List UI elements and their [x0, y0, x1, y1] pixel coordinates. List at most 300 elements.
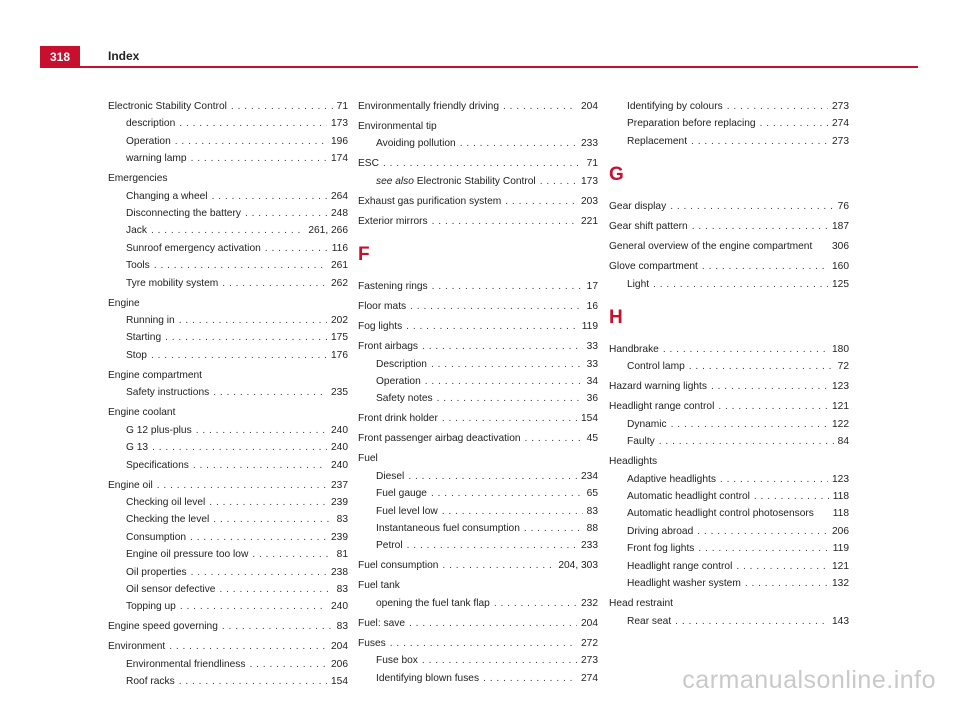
index-entry-term: Fuel consumption — [358, 560, 439, 572]
index-entry[interactable] — [609, 558, 849, 575]
dot-leader — [689, 358, 834, 370]
index-entry[interactable] — [358, 503, 598, 520]
index-entry-page[interactable]: 239 — [331, 496, 348, 508]
index-entry[interactable] — [108, 133, 348, 150]
page-title: Index — [108, 49, 140, 63]
dot-leader — [180, 598, 327, 610]
index-entry[interactable] — [609, 523, 849, 540]
index-entry-term: opening the fuel tank flap — [376, 597, 490, 609]
index-entry-page[interactable]: 34 — [586, 376, 598, 388]
index-entry[interactable] — [108, 656, 348, 673]
index-entry-term: Petrol — [376, 540, 403, 552]
index-entry[interactable] — [108, 150, 348, 167]
index-entry-page[interactable]: 118 — [832, 491, 849, 503]
index-letter-heading: F — [358, 244, 370, 266]
index-entry-page[interactable]: 121 — [832, 401, 849, 413]
index-entry-page[interactable]: 33 — [586, 341, 598, 353]
index-entry-term: Identifying by colours — [627, 101, 723, 112]
index-entry-term: Glove compartment — [609, 261, 698, 273]
index-entry[interactable] — [609, 133, 849, 150]
index-entry-term: Tools — [126, 260, 150, 272]
index-entry-term: Avoiding pollution — [376, 138, 456, 150]
index-entry-term: Front passenger airbag deactivation — [358, 433, 521, 445]
dot-leader — [151, 222, 304, 234]
dot-leader — [179, 115, 327, 127]
index-entry-page[interactable]: 180 — [832, 344, 849, 356]
watermark: carmanualsonline.info — [682, 666, 936, 694]
index-entry-term: Engine — [108, 297, 140, 309]
index-entry-page[interactable]: 240 — [331, 442, 348, 454]
index-entry-term: Tyre mobility system — [126, 277, 219, 289]
index-entry[interactable] — [358, 537, 598, 554]
index-entry-term: Automatic headlight control — [627, 491, 750, 503]
index-entry-page[interactable]: 204 — [581, 617, 598, 629]
index-entry-term: Front fog lights — [627, 543, 695, 555]
dot-leader — [659, 433, 834, 445]
index-entry[interactable] — [609, 416, 849, 433]
index-entry[interactable] — [358, 213, 598, 230]
index-entry-term-text: Electronic Stability Control — [416, 175, 536, 187]
index-entry-term: Headlights — [609, 456, 658, 468]
index-entry-page[interactable]: 273 — [832, 135, 849, 147]
index-entry-term: Preparation before replacing — [627, 118, 756, 130]
index-entry[interactable] — [358, 98, 598, 115]
index-entry-term: Specifications — [126, 459, 189, 471]
index-entry-page[interactable]: 154 — [331, 676, 348, 688]
index-entry-term: Checking oil level — [126, 496, 206, 508]
index-entry[interactable] — [358, 278, 598, 295]
index-entry-page[interactable]: 234 — [581, 470, 598, 482]
index-entry-page[interactable]: 121 — [832, 560, 849, 572]
index-entry[interactable] — [108, 170, 348, 187]
index-entry-term: Engine oil pressure too low — [126, 549, 249, 561]
index-entry[interactable] — [609, 378, 849, 395]
index-entry[interactable] — [609, 575, 849, 592]
index-entry-term: Dynamic — [627, 418, 667, 430]
index-entry-term: G 12 plus-plus — [126, 424, 192, 436]
index-entry-page[interactable]: 232 — [581, 597, 598, 609]
index-entry[interactable] — [108, 404, 348, 421]
index-entry[interactable] — [108, 275, 348, 292]
dot-leader — [653, 276, 828, 288]
index-entry-page[interactable]: 204 — [331, 641, 348, 653]
index-entry-page[interactable]: 176 — [331, 349, 348, 361]
index-entry[interactable] — [609, 258, 849, 275]
index-entry-term: Roof racks — [126, 676, 175, 688]
index-entry[interactable] — [609, 453, 849, 470]
index-entry[interactable] — [358, 615, 598, 632]
index-entry[interactable] — [108, 638, 348, 655]
index-entry-page[interactable]: 273 — [832, 101, 849, 112]
dot-leader — [702, 258, 828, 270]
index-column-3 — [609, 98, 849, 630]
index-entry-term: Fastening rings — [358, 281, 428, 293]
index-entry[interactable] — [108, 564, 348, 581]
index-entry-page[interactable]: 154 — [581, 413, 598, 425]
dot-leader — [442, 410, 577, 422]
index-entry[interactable] — [108, 329, 348, 346]
index-entry-page[interactable]: 83 — [336, 514, 348, 526]
index-entry-term: Fuel tank — [358, 580, 400, 592]
dot-leader — [760, 115, 828, 127]
index-entry-page[interactable]: 272 — [581, 637, 598, 649]
index-column-1 — [108, 98, 348, 691]
index-entry-term: Control lamp — [627, 361, 685, 373]
index-entry-page[interactable]: 238 — [331, 566, 348, 578]
dot-leader — [503, 98, 577, 110]
index-entry[interactable] — [108, 312, 348, 329]
index-entry[interactable] — [609, 341, 849, 358]
index-entry-term: Operation — [126, 135, 171, 147]
index-entry[interactable] — [108, 598, 348, 615]
index-entry[interactable] — [108, 494, 348, 511]
index-entry-term: Running in — [126, 315, 175, 327]
index-entry-term — [376, 173, 536, 190]
index-entry-term: Gear display — [609, 201, 667, 213]
index-entry-page[interactable]: 175 — [331, 332, 348, 344]
index-entry-page[interactable]: 72 — [837, 361, 849, 373]
index-entry-page[interactable]: 261, 266 — [308, 225, 348, 237]
index-entry-term: Fuel: save — [358, 617, 405, 629]
dot-leader — [718, 398, 828, 410]
index-entry-page[interactable]: 119 — [832, 543, 849, 555]
index-entry[interactable] — [609, 198, 849, 215]
index-entry-page[interactable]: 119 — [581, 321, 598, 333]
index-entry[interactable] — [609, 613, 849, 630]
index-entry-page[interactable]: 36 — [586, 393, 598, 405]
index-entry[interactable] — [358, 373, 598, 390]
dot-leader — [383, 155, 583, 167]
index-entry[interactable] — [358, 356, 598, 373]
index-entry-page[interactable]: 262 — [331, 277, 348, 289]
index-entry[interactable] — [108, 188, 348, 205]
dot-leader — [209, 494, 327, 506]
index-entry[interactable] — [358, 298, 598, 315]
dot-leader — [179, 673, 327, 685]
index-entry[interactable] — [609, 115, 849, 132]
index-entry-page[interactable]: 84 — [837, 436, 849, 448]
index-entry-page[interactable]: 17 — [586, 281, 598, 293]
index-entry-page[interactable]: 204, 303 — [558, 560, 598, 572]
index-entry-page[interactable]: 273 — [581, 655, 598, 667]
index-letter-heading: G — [609, 164, 624, 186]
dot-leader — [422, 338, 583, 350]
dot-leader — [231, 98, 333, 110]
index-entry[interactable] — [358, 577, 598, 594]
index-entry[interactable] — [108, 457, 348, 474]
index-entry[interactable] — [358, 652, 598, 669]
see-also-label: see also — [376, 175, 414, 187]
dot-leader — [175, 133, 327, 145]
index-entry[interactable] — [358, 410, 598, 427]
index-entry[interactable] — [609, 218, 849, 235]
index-entry-term: ESC — [358, 158, 379, 170]
index-entry-term: Exterior mirrors — [358, 215, 428, 227]
index-entry[interactable] — [358, 450, 598, 467]
index-entry-page[interactable]: 143 — [832, 615, 849, 627]
dot-leader — [432, 278, 583, 290]
index-entry[interactable] — [609, 276, 849, 293]
dot-leader — [152, 439, 327, 451]
dot-leader — [727, 98, 828, 110]
index-entry-page[interactable]: 123 — [832, 473, 849, 485]
dot-leader — [442, 557, 554, 569]
index-entry-term: Diesel — [376, 470, 405, 482]
index-entry-term: Gear shift pattern — [609, 221, 688, 233]
index-entry[interactable] — [358, 468, 598, 485]
index-entry[interactable] — [108, 295, 348, 312]
index-entry-term: Adaptive headlights — [627, 473, 716, 485]
index-entry-term: Front airbags — [358, 341, 419, 353]
index-entry[interactable] — [108, 367, 348, 384]
dot-leader — [505, 193, 577, 205]
index-entry[interactable] — [358, 390, 598, 407]
index-entry-page[interactable]: 237 — [331, 479, 348, 491]
index-entry[interactable] — [358, 485, 598, 502]
header-divider — [40, 66, 918, 68]
index-entry-page[interactable]: 118 — [832, 508, 849, 520]
index-entry[interactable] — [358, 118, 598, 135]
index-entry-term: G 13 — [126, 442, 149, 454]
index-entry[interactable] — [358, 557, 598, 574]
index-entry-term: Sunroof emergency activation — [126, 242, 261, 254]
index-entry[interactable] — [609, 98, 849, 115]
index-entry-term: Headlight range control — [627, 560, 733, 572]
index-entry[interactable] — [108, 205, 348, 222]
dot-leader — [408, 468, 577, 480]
index-entry-page[interactable]: 206 — [832, 525, 849, 537]
dot-leader — [169, 638, 327, 650]
index-entry-term: Engine speed governing — [108, 621, 218, 633]
index-entry-term: Safety instructions — [126, 387, 210, 399]
index-entry[interactable] — [108, 347, 348, 364]
index-entry-page[interactable]: 235 — [331, 387, 348, 399]
index-entry-term: Engine compartment — [108, 369, 203, 381]
index-entry-page[interactable]: 239 — [331, 531, 348, 543]
index-entry-page[interactable]: 173 — [581, 175, 598, 187]
dot-leader — [494, 595, 577, 607]
index-entry-term: Changing a wheel — [126, 190, 208, 202]
dot-leader — [407, 537, 577, 549]
index-entry[interactable] — [108, 546, 348, 563]
index-entry-term: Environment — [108, 641, 166, 653]
index-entry[interactable] — [358, 135, 598, 152]
index-entry-term: Fuses — [358, 637, 386, 649]
index-entry[interactable] — [609, 595, 849, 612]
dot-leader — [524, 520, 583, 532]
index-entry[interactable] — [108, 511, 348, 528]
dot-leader — [698, 540, 828, 552]
index-entry-term: warning lamp — [126, 153, 187, 165]
index-entry-term: Headlight range control — [609, 401, 715, 413]
index-entry[interactable] — [358, 520, 598, 537]
index-entry-page[interactable]: 203 — [581, 195, 598, 207]
index-letter-heading: H — [609, 307, 623, 329]
dot-leader — [697, 523, 828, 535]
index-entry-page[interactable]: 122 — [832, 418, 849, 430]
dot-leader — [754, 488, 829, 500]
index-entry[interactable] — [609, 471, 849, 488]
index-entry-page[interactable]: 274 — [581, 672, 598, 684]
dot-leader — [190, 529, 327, 541]
index-entry-page[interactable]: 174 — [331, 153, 348, 165]
dot-leader — [193, 457, 327, 469]
index-entry-term: Description — [376, 358, 427, 370]
index-entry-page[interactable]: 132 — [832, 578, 849, 590]
index-entry-term: Checking the level — [126, 514, 210, 526]
dot-leader — [151, 347, 327, 359]
index-entry-page[interactable]: 33 — [586, 358, 598, 370]
index-entry-page[interactable]: 274 — [832, 118, 849, 130]
index-entry[interactable] — [609, 433, 849, 450]
index-entry[interactable] — [358, 155, 598, 172]
index-entry-page[interactable]: 240 — [331, 459, 348, 471]
index-entry-term: Automatic headlight control photosensors — [627, 508, 814, 520]
dot-leader — [442, 503, 583, 515]
index-entry[interactable] — [108, 222, 348, 239]
index-entry[interactable] — [609, 238, 849, 255]
dot-leader — [252, 546, 332, 558]
dot-leader — [179, 312, 327, 324]
dot-leader — [525, 430, 583, 442]
index-entry-term: Headlight washer system — [627, 578, 741, 590]
index-entry[interactable] — [609, 505, 849, 522]
index-entry-term: Environmental tip — [358, 121, 437, 132]
dot-leader — [432, 213, 577, 225]
dot-leader — [422, 652, 577, 664]
dot-leader — [154, 257, 327, 269]
index-entry-term: Stop — [126, 349, 147, 361]
index-entry-term: Head restraint — [609, 598, 673, 610]
index-entry[interactable] — [108, 98, 348, 115]
dot-leader — [213, 384, 327, 396]
index-entry[interactable] — [108, 673, 348, 690]
dot-leader — [213, 511, 332, 523]
index-entry-page[interactable]: 202 — [331, 315, 348, 327]
index-entry-page[interactable]: 204 — [581, 101, 598, 112]
index-entry-term: Engine oil — [108, 479, 153, 491]
index-entry-term: Jack — [126, 225, 147, 237]
index-entry-term: Environmentally friendly driving — [358, 101, 499, 112]
index-entry-page[interactable]: 233 — [581, 540, 598, 552]
index-entry[interactable] — [358, 338, 598, 355]
index-entry-page[interactable]: 88 — [586, 523, 598, 535]
index-entry-page[interactable]: 233 — [581, 138, 598, 150]
index-entry[interactable] — [108, 529, 348, 546]
index-entry-page[interactable]: 196 — [331, 135, 348, 147]
index-entry-term: Fuel level low — [376, 505, 438, 517]
index-column-2 — [358, 98, 598, 687]
index-entry-term: Light — [627, 278, 650, 290]
index-entry[interactable] — [108, 581, 348, 598]
index-entry[interactable] — [108, 384, 348, 401]
index-entry-term: Fog lights — [358, 321, 403, 333]
index-entry-page[interactable]: 16 — [586, 301, 598, 313]
index-entry[interactable] — [358, 318, 598, 335]
index-entry-page[interactable]: 261 — [331, 260, 348, 272]
dot-leader — [437, 390, 583, 402]
dot-leader — [670, 198, 833, 210]
index-entry[interactable] — [108, 115, 348, 132]
index-entry-page[interactable]: 83 — [586, 505, 598, 517]
index-entry-page[interactable]: 65 — [586, 488, 598, 500]
dot-leader — [671, 416, 828, 428]
dot-leader — [431, 485, 583, 497]
dot-leader — [212, 188, 327, 200]
index-entry[interactable] — [108, 477, 348, 494]
index-entry-page[interactable]: 206 — [331, 658, 348, 670]
index-entry-page[interactable]: 160 — [832, 261, 849, 273]
index-entry[interactable] — [358, 670, 598, 687]
index-entry-page[interactable]: 187 — [832, 221, 849, 233]
index-entry[interactable] — [358, 635, 598, 652]
dot-leader — [249, 656, 327, 668]
dot-leader — [157, 477, 327, 489]
index-entry-term: Driving abroad — [627, 525, 694, 537]
index-entry-term: Safety notes — [376, 393, 433, 405]
index-entry-term: Oil sensor defective — [126, 583, 216, 595]
dot-leader — [196, 422, 327, 434]
index-entry[interactable] — [358, 173, 598, 190]
index-entry-page[interactable]: 123 — [832, 381, 849, 393]
index-entry[interactable] — [358, 595, 598, 612]
page-number: 318 — [40, 46, 80, 68]
index-entry[interactable] — [108, 618, 348, 635]
index-entry-page[interactable]: 81 — [336, 549, 348, 561]
index-entry-page[interactable]: 116 — [331, 242, 348, 254]
index-entry[interactable] — [609, 540, 849, 557]
index-entry[interactable] — [609, 398, 849, 415]
dot-leader — [540, 173, 577, 185]
index-entry-term: Operation — [376, 376, 421, 388]
index-entry[interactable] — [108, 240, 348, 257]
dot-leader — [691, 133, 828, 145]
index-entry-page[interactable]: 76 — [837, 201, 849, 213]
dot-leader — [720, 471, 828, 483]
dot-leader — [265, 240, 328, 252]
index-entry-page[interactable]: 221 — [581, 215, 598, 227]
index-entry-term: Identifying blown fuses — [376, 672, 480, 684]
index-entry[interactable] — [609, 358, 849, 375]
index-entry-term: Disconnecting the battery — [126, 208, 241, 220]
index-entry-page[interactable]: 83 — [336, 621, 348, 633]
index-entry-page[interactable]: 71 — [336, 101, 348, 112]
index-entry[interactable] — [108, 439, 348, 456]
index-entry-term: Fuel — [358, 453, 378, 465]
index-entry-term: Floor mats — [358, 301, 407, 313]
dot-leader — [409, 615, 577, 627]
dot-leader — [460, 135, 577, 147]
index-entry[interactable] — [609, 488, 849, 505]
index-entry-page[interactable]: 83 — [336, 583, 348, 595]
index-entry[interactable] — [108, 257, 348, 274]
index-entry-page[interactable]: 45 — [586, 433, 598, 445]
index-entry[interactable] — [358, 430, 598, 447]
index-entry[interactable] — [358, 193, 598, 210]
index-entry[interactable] — [108, 422, 348, 439]
index-entry-page[interactable]: 173 — [331, 118, 348, 130]
index-entry-term: Replacement — [627, 135, 688, 147]
index-entry-page[interactable]: 248 — [331, 208, 348, 220]
index-entry-page[interactable]: 306 — [832, 241, 849, 253]
index-entry-term: Environmental friendliness — [126, 658, 246, 670]
index-entry-page[interactable]: 240 — [331, 601, 348, 613]
index-entry-page[interactable]: 125 — [832, 278, 849, 290]
index-entry-page[interactable]: 240 — [331, 424, 348, 436]
index-entry-page[interactable]: 71 — [586, 158, 598, 170]
index-entry-page[interactable]: 264 — [331, 190, 348, 202]
dot-leader — [219, 581, 332, 593]
